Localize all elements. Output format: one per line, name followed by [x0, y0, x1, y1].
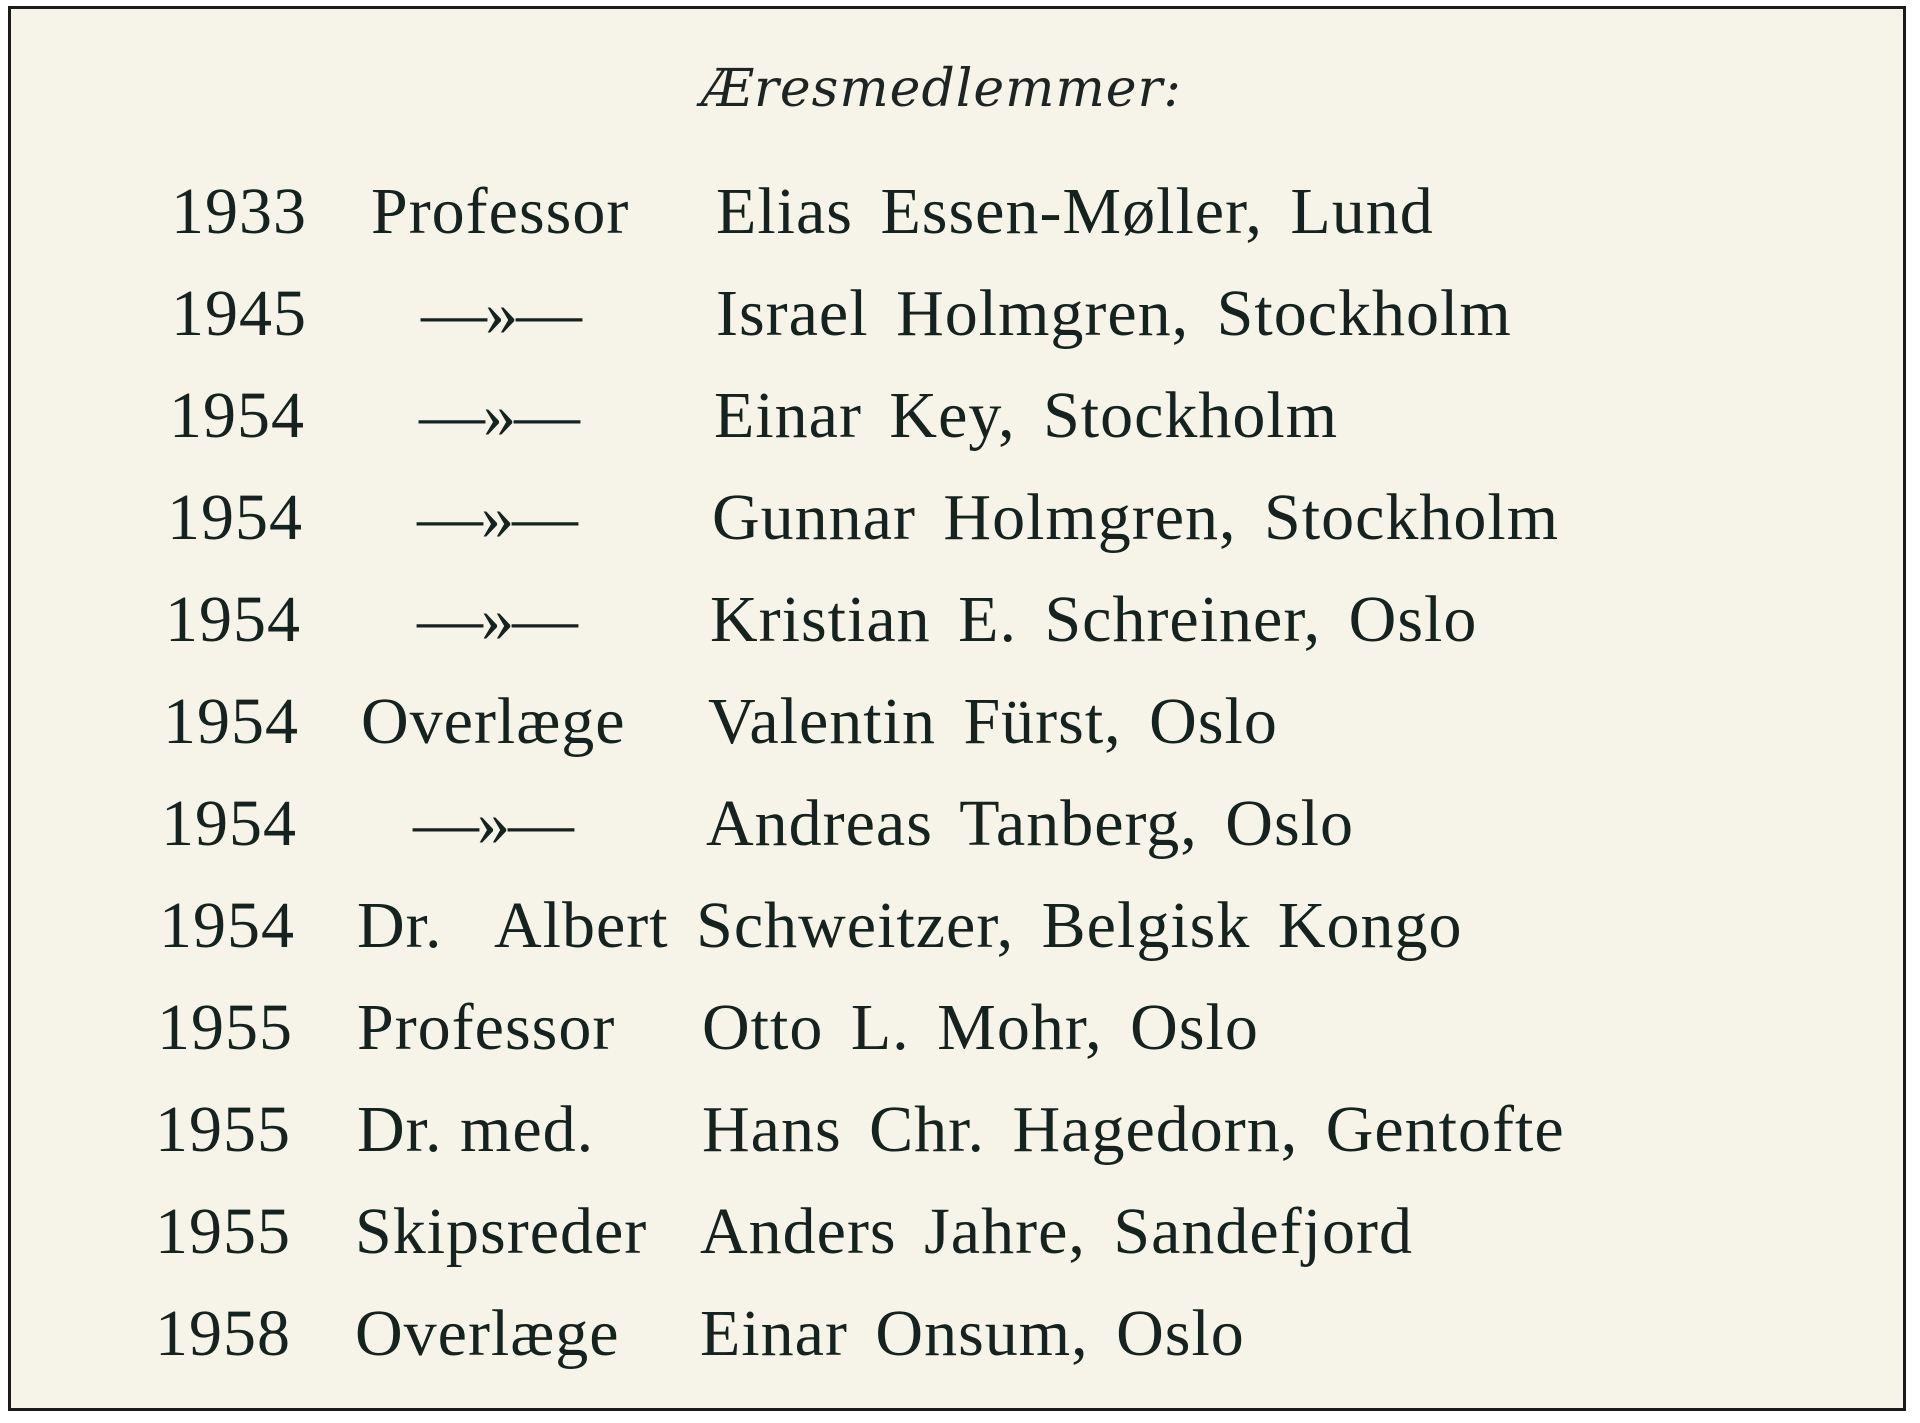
member-year: 1954 — [167, 481, 303, 554]
member-title: Overlæge — [361, 685, 626, 758]
member-year: 1954 — [165, 583, 301, 656]
member-title: Dr. med. — [357, 1093, 595, 1166]
member-year: 1945 — [171, 277, 307, 350]
member-year: 1955 — [157, 991, 293, 1064]
member-name: Israel Holmgren, Stockholm — [716, 277, 1512, 350]
member-year: 1954 — [163, 685, 299, 758]
member-title: Skipsreder — [355, 1195, 648, 1268]
member-year: 1954 — [161, 787, 297, 860]
member-name: Valentin Fürst, Oslo — [708, 685, 1278, 758]
member-title: Overlæge — [355, 1297, 620, 1370]
member-year: 1954 — [169, 379, 305, 452]
member-title: Professor — [357, 991, 616, 1064]
member-name: Kristian E. Schreiner, Oslo — [710, 583, 1478, 656]
member-name: Elias Essen-Møller, Lund — [716, 175, 1434, 248]
member-year: 1955 — [155, 1093, 291, 1166]
document-heading: Æresmedlemmer: — [701, 59, 1182, 119]
document-page — [8, 6, 1906, 1411]
member-name: Einar Onsum, Oslo — [700, 1297, 1245, 1370]
member-title-ditto: —»— — [417, 583, 576, 656]
member-year: 1958 — [155, 1297, 291, 1370]
member-title-ditto: —»— — [419, 379, 578, 452]
member-name: Gunnar Holmgren, Stockholm — [712, 481, 1560, 554]
member-title: Dr. — [357, 889, 443, 962]
member-name: Hans Chr. Hagedorn, Gentofte — [702, 1093, 1565, 1166]
member-year: 1954 — [159, 889, 295, 962]
member-title-ditto: —»— — [413, 787, 572, 860]
member-title: Professor — [371, 175, 630, 248]
member-name: Andreas Tanberg, Oslo — [706, 787, 1354, 860]
member-title-ditto: —»— — [421, 277, 580, 350]
member-year: 1955 — [155, 1195, 291, 1268]
member-year: 1933 — [171, 175, 307, 248]
member-name: Albert Schweitzer, Belgisk Kongo — [494, 889, 1463, 962]
member-title-ditto: —»— — [417, 481, 576, 554]
member-name: Einar Key, Stockholm — [714, 379, 1339, 452]
member-name: Anders Jahre, Sandefjord — [700, 1195, 1413, 1268]
member-name: Otto L. Mohr, Oslo — [702, 991, 1259, 1064]
